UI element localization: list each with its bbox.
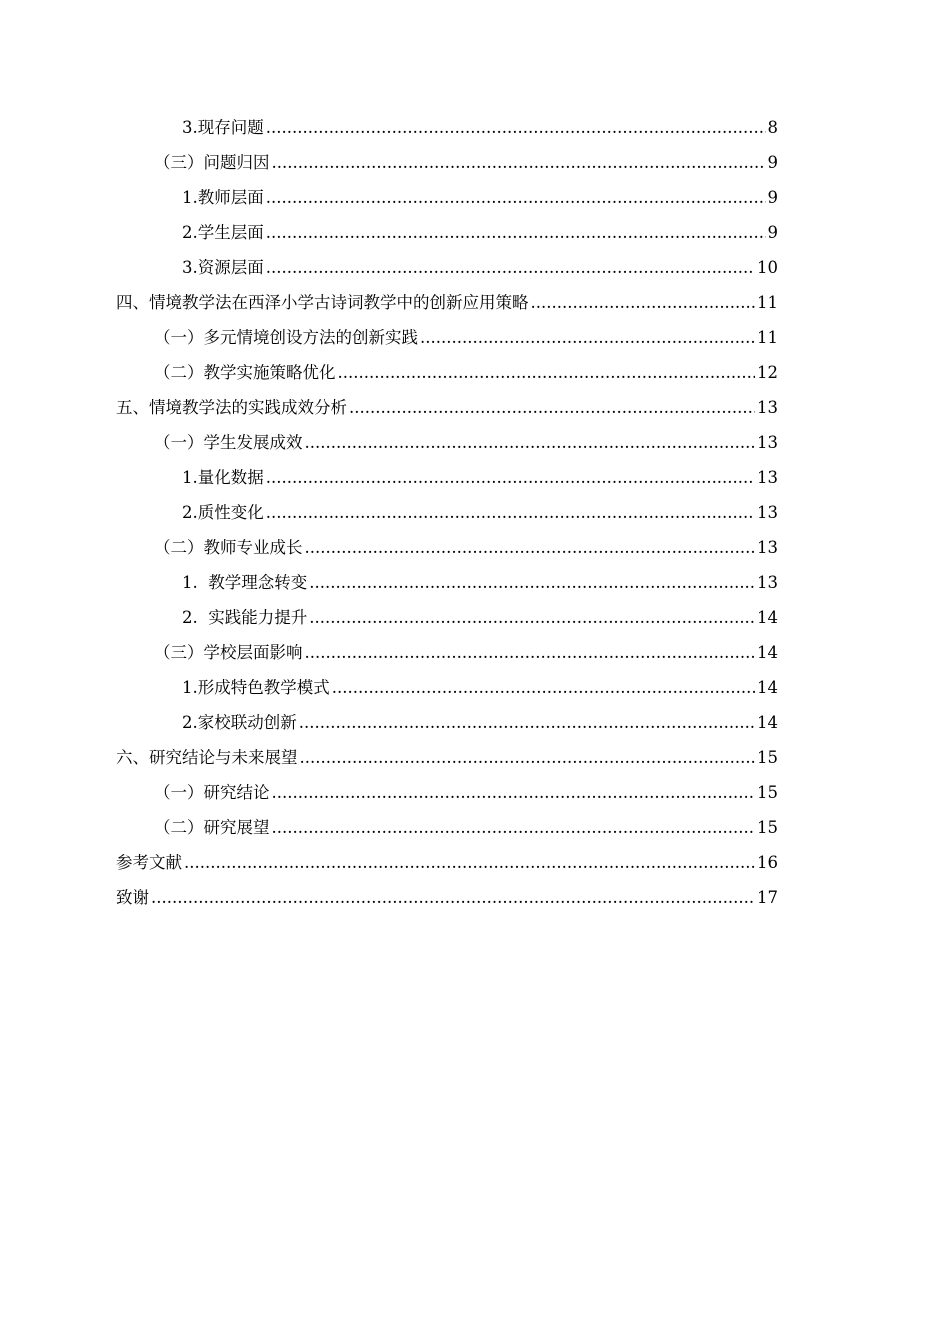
toc-entry-page: 13	[757, 398, 778, 417]
toc-entry-page: 14	[757, 713, 778, 732]
toc-entry[interactable]	[116, 705, 778, 740]
toc-dot-leader	[299, 705, 755, 740]
toc-entry[interactable]	[116, 740, 778, 775]
toc-entry[interactable]	[116, 110, 778, 145]
toc-dot-leader	[266, 250, 755, 285]
toc-entry[interactable]	[116, 355, 778, 390]
toc-entry-page: 13	[757, 573, 778, 592]
toc-entry[interactable]	[116, 250, 778, 285]
toc-entry-title: （二）教师专业成长	[154, 538, 303, 557]
toc-entry-title: 3.资源层面	[182, 258, 264, 277]
toc-entry[interactable]	[116, 145, 778, 180]
toc-entry-title: （一）研究结论	[154, 783, 270, 802]
toc-dot-leader	[531, 285, 756, 320]
toc-dot-leader	[272, 145, 766, 180]
toc-entry-title: 参考文献	[116, 853, 182, 872]
toc-dot-leader	[184, 845, 755, 880]
toc-entry-title: （三）问题归因	[154, 153, 270, 172]
toc-dot-leader	[309, 565, 755, 600]
toc-entry-page: 9	[767, 223, 778, 242]
toc-entry-title: 2.质性变化	[182, 503, 264, 522]
toc-entry-title: 四、情境教学法在西泽小学古诗词教学中的创新应用策略	[116, 293, 529, 312]
toc-dot-leader	[266, 215, 766, 250]
toc-entry[interactable]	[116, 285, 778, 320]
toc-dot-leader	[266, 180, 766, 215]
toc-dot-leader	[266, 495, 755, 530]
toc-entry-page: 11	[757, 328, 778, 347]
table-of-contents	[116, 110, 778, 915]
toc-entry-page: 14	[757, 643, 778, 662]
toc-entry-page: 17	[757, 888, 778, 907]
toc-dot-leader	[332, 670, 755, 705]
toc-entry-title: （一）学生发展成效	[154, 433, 303, 452]
toc-entry-page: 15	[757, 748, 778, 767]
toc-entry-page: 15	[757, 818, 778, 837]
toc-entry[interactable]	[116, 600, 778, 635]
toc-entry-title: 五、情境教学法的实践成效分析	[116, 398, 347, 417]
toc-entry-page: 13	[757, 503, 778, 522]
toc-entry-page: 13	[757, 468, 778, 487]
toc-entry[interactable]	[116, 565, 778, 600]
toc-dot-leader	[272, 775, 756, 810]
toc-entry[interactable]	[116, 670, 778, 705]
toc-entry-page: 14	[757, 608, 778, 627]
toc-dot-leader	[309, 600, 755, 635]
toc-entry-page: 10	[757, 258, 778, 277]
toc-entry-page: 13	[757, 538, 778, 557]
toc-entry-title: 1.形成特色教学模式	[182, 678, 330, 697]
toc-entry-page: 8	[767, 118, 778, 137]
toc-entry-title: 致谢	[116, 888, 149, 907]
toc-entry[interactable]	[116, 635, 778, 670]
toc-dot-leader	[420, 320, 755, 355]
toc-entry[interactable]	[116, 460, 778, 495]
toc-entry-title: 2. 实践能力提升	[182, 608, 308, 627]
toc-entry-page: 13	[757, 433, 778, 452]
toc-dot-leader	[300, 740, 756, 775]
toc-entry-title: 1.教师层面	[182, 188, 264, 207]
toc-entry[interactable]	[116, 530, 778, 565]
toc-dot-leader	[266, 460, 755, 495]
toc-entry-page: 15	[757, 783, 778, 802]
toc-entry[interactable]	[116, 320, 778, 355]
toc-dot-leader	[305, 530, 756, 565]
toc-dot-leader	[349, 390, 755, 425]
toc-entry-title: 1. 教学理念转变	[182, 573, 308, 592]
toc-entry[interactable]	[116, 775, 778, 810]
toc-entry-page: 12	[757, 363, 778, 382]
toc-entry-page: 9	[767, 188, 778, 207]
toc-entry-title: （三）学校层面影响	[154, 643, 303, 662]
toc-entry-title: 1.量化数据	[182, 468, 264, 487]
toc-entry[interactable]	[116, 180, 778, 215]
toc-entry-title: 2.学生层面	[182, 223, 264, 242]
toc-entry-page: 11	[757, 293, 778, 312]
toc-entry-page: 16	[757, 853, 778, 872]
toc-dot-leader	[272, 810, 756, 845]
toc-dot-leader	[151, 880, 755, 915]
toc-entry-title: （二）研究展望	[154, 818, 270, 837]
toc-entry[interactable]	[116, 880, 778, 915]
toc-dot-leader	[338, 355, 756, 390]
toc-entry-title: （二）教学实施策略优化	[154, 363, 336, 382]
toc-entry[interactable]	[116, 390, 778, 425]
toc-entry[interactable]	[116, 425, 778, 460]
toc-entry-title: （一）多元情境创设方法的创新实践	[154, 328, 418, 347]
toc-dot-leader	[305, 425, 756, 460]
toc-entry[interactable]	[116, 810, 778, 845]
toc-entry-page: 9	[767, 153, 778, 172]
toc-entry[interactable]	[116, 495, 778, 530]
toc-dot-leader	[305, 635, 756, 670]
toc-dot-leader	[266, 110, 766, 145]
toc-entry-title: 六、研究结论与未来展望	[116, 748, 298, 767]
toc-entry-title: 2.家校联动创新	[182, 713, 297, 732]
toc-entry[interactable]	[116, 215, 778, 250]
toc-entry[interactable]	[116, 845, 778, 880]
toc-entry-title: 3.现存问题	[182, 118, 264, 137]
toc-entry-page: 14	[757, 678, 778, 697]
